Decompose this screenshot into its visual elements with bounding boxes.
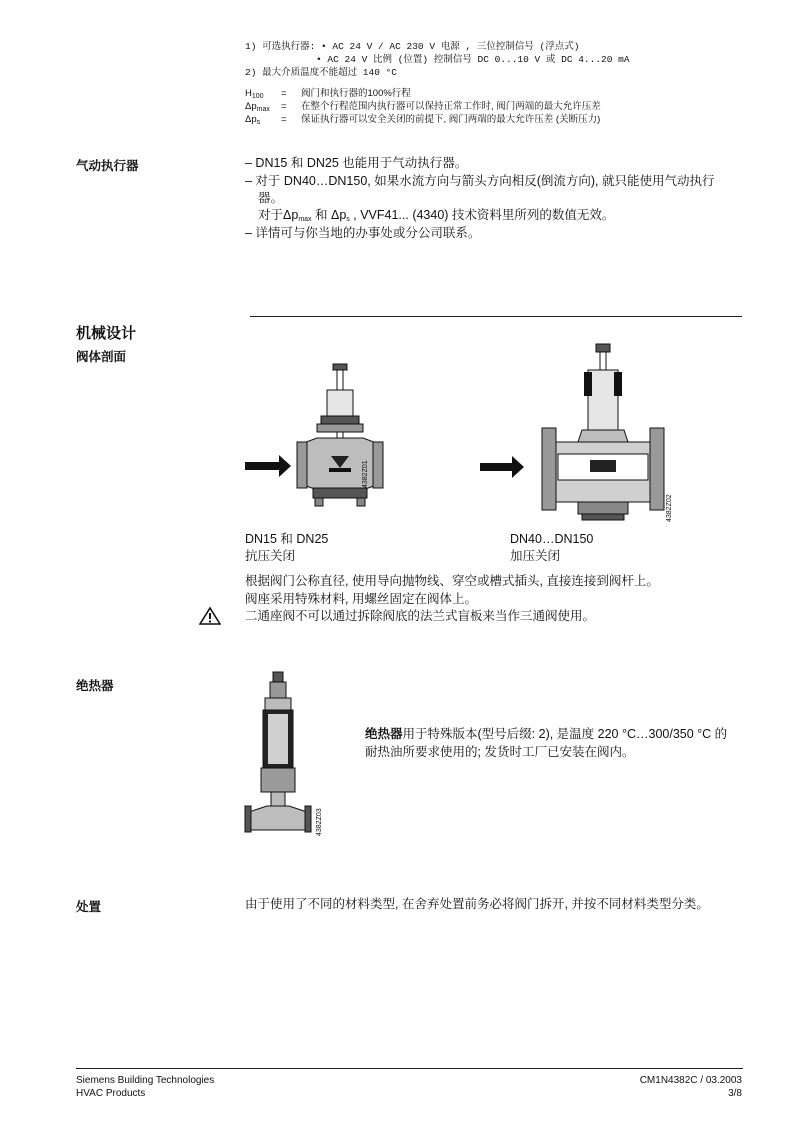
caption-dn40-title: DN40…DN150	[510, 532, 594, 546]
footer-company: Siemens Building Technologies	[76, 1075, 215, 1086]
footer-doc-code: CM1N4382C / 03.2003	[639, 1075, 742, 1086]
note-prefix: 1) 可选执行器:	[245, 41, 322, 52]
mechanical-para-1: 根据阀门公称直径, 使用导向抛物线、穿空或槽式插头, 直接连接到阀杆上。	[245, 574, 659, 588]
pneumatic-item-4: – 详情可与你当地的办事处或分公司联系。	[245, 226, 481, 240]
pneumatic-heading: 气动执行器	[76, 159, 139, 173]
caption-dn15-title: DN15 和 DN25	[245, 532, 329, 546]
definition-h100: $H_{100}$ = 阀门和执行器的100%行程	[245, 88, 411, 100]
mechanical-para-2: 阀座采用特殊材料, 用螺丝固定在阀体上。	[245, 592, 477, 606]
insulator-heading: 绝热器	[76, 679, 114, 693]
mechanical-heading: 机械设计	[76, 325, 137, 342]
flow-arrow	[480, 456, 524, 478]
caption-dn40-sub: 加压关闭	[510, 549, 561, 563]
mechanical-subheading: 阀体剖面	[76, 350, 127, 364]
note-bullet-1: • AC 24 V / AC 230 V 电源 , 三位控制信号 (浮点式)	[321, 41, 580, 52]
note-line-1	[245, 40, 579, 53]
pneumatic-item-2-cont: 器。	[258, 191, 284, 205]
insulator-text-2: 耐热油所要求使用的; 发货时工厂已安装在阀内。	[365, 745, 635, 759]
valve-section-dn15-diagram	[243, 358, 393, 518]
disposal-text: 由于使用了不同的材料类型, 在舍弃处置前务必将阀门拆开, 并按不同材料类型分类。	[245, 897, 709, 911]
figure-code-3: 4382Z03	[316, 808, 323, 836]
insulator-text-1: 绝热器用于特殊版本(型号后缀: 2), 是温度 220 °C…300/350 °C 的	[365, 727, 728, 741]
flow-arrow	[245, 455, 291, 477]
insulator-diagram	[243, 670, 325, 836]
warning-text: 二通座阀不可以通过拆除阀底的法兰式盲板来当作三通阀使用。	[245, 609, 596, 623]
pneumatic-item-2: – 对于 DN40…DN150, 如果水流方向与箭头方向相反(倒流方向), 就只能使用气动执行	[245, 174, 715, 188]
note-line-2: • AC 24 V 比例 (位置) 控制信号 DC 0...10 V 或 DC 4...20 mA	[316, 54, 630, 65]
figure-code-2: 4382Z02	[666, 494, 673, 522]
pneumatic-item-3: 对于$\Delta p_{max}$ 和 $\Delta p_s$ , VVF41... (4340) 技术资料里所列的数值无效。	[258, 208, 615, 223]
figure-code-1: 4382Z01	[362, 460, 369, 488]
caption-dn15-sub: 抗压关闭	[245, 549, 296, 563]
definition-dpmax: $\Delta p_{max}$ = 在整个行程范围内执行器可以保持正常工作时, 阀门两端的最大允许压差	[245, 101, 601, 113]
disposal-heading: 处置	[76, 900, 102, 914]
definition-dps: $\Delta p_s$ = 保证执行器可以安全关闭的前提下, 阀门两端的最大允许压差 (关断压力)	[245, 114, 601, 126]
footer-page-number: 3/8	[728, 1088, 742, 1099]
note-line-3: 2) 最大介质温度不能超过 140 °C	[245, 67, 398, 78]
pneumatic-item-1: – DN15 和 DN25 也能用于气动执行器。	[245, 156, 468, 170]
section-divider	[250, 316, 742, 317]
footer-divider	[76, 1068, 743, 1069]
valve-section-dn40-diagram	[478, 342, 668, 527]
footer-division: HVAC Products	[76, 1088, 146, 1099]
warning-icon	[199, 606, 221, 626]
